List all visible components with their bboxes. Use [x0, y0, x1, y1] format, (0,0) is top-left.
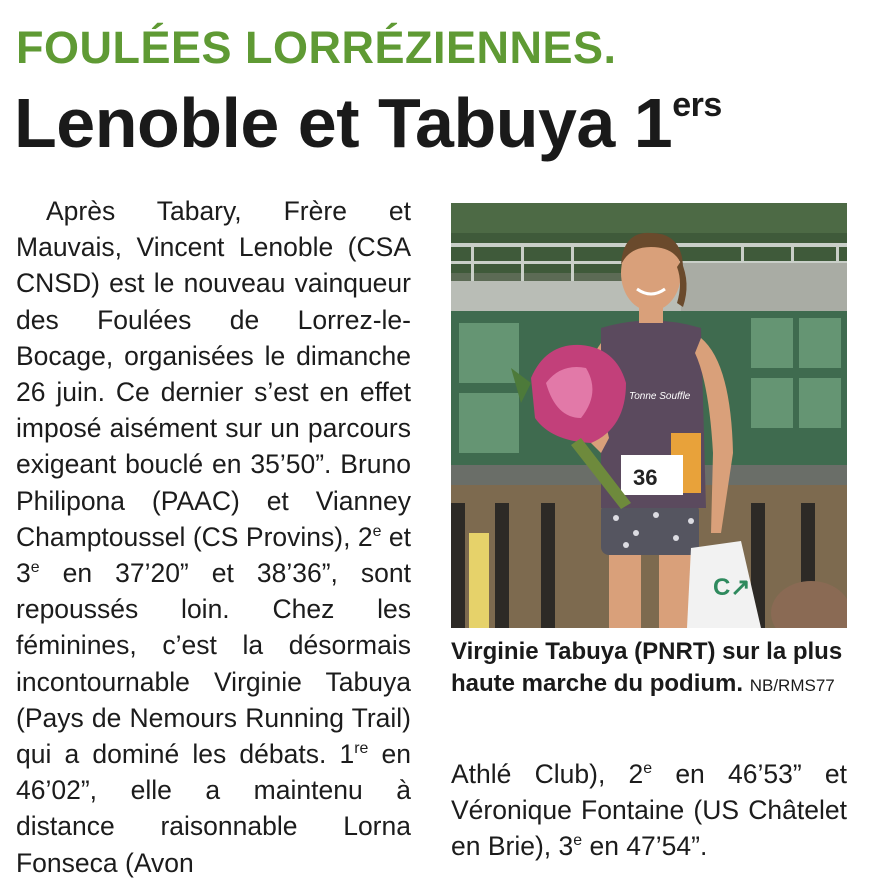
headline-superscript: ers — [672, 86, 722, 124]
photo-caption — [451, 636, 847, 702]
body-text: en 46’53” et Véronique Fontaine (US Châtelet en Brie), 3 — [451, 759, 847, 862]
article-body-right-column — [451, 756, 847, 865]
bag-logo: C↗ — [713, 574, 751, 601]
body-text: et 3 — [16, 521, 412, 589]
section-kicker: FOULÉES LORRÉZIENNES. — [16, 22, 617, 73]
article-paragraph — [451, 756, 847, 865]
body-text: en 37’20” et 38’36”, sont repoussés loin. Chez les féminines, c’est la désormais incontournable Virginie Tabuya (Pays de Nemours Running Trail) qui a dominé les débats. 1 — [16, 558, 411, 770]
body-text: Après Tabary, Frère et Mauvais, Vincent Lenoble (CSA CNSD) est le nouveau vainqueur des Foulées de Lorrez-le-Bocage, organisées le dimanche 26 juin. Ce dernier s’est en effet imposé aisément sur un parcours exigeant bouclé en 35’50”. Bruno Philipona (PAAC) et Vianney Champtoussel (CS Provins), 2 — [16, 196, 411, 552]
article-body-left-column — [16, 193, 411, 881]
headline — [14, 84, 722, 162]
podium-photo — [451, 203, 847, 628]
ordinal-suffix: re — [354, 740, 369, 758]
body-text: Athlé Club), 2 — [451, 759, 644, 789]
ordinal-suffix: e — [372, 523, 382, 540]
caption-text: Virginie Tabuya (PNRT) sur la plus haute marche du podium. — [451, 638, 843, 697]
ordinal-suffix: e — [573, 832, 583, 850]
headline-main: Lenoble et Tabuya 1 — [14, 84, 673, 162]
race-bib-number: 36 — [633, 465, 658, 490]
body-text: en 46’02”, elle a maintenu à distance raisonnable Lorna Fonseca (Avon — [16, 739, 412, 878]
ordinal-suffix: e — [643, 760, 653, 778]
shirt-lettering: Tonne Souffle — [629, 391, 691, 402]
ordinal-suffix: e — [30, 559, 40, 577]
photo-credit: NB/RMS77 — [749, 676, 835, 695]
article-paragraph — [16, 193, 411, 881]
body-text: en 47’54”. — [582, 831, 708, 862]
podium-photo-illustration — [451, 203, 847, 628]
